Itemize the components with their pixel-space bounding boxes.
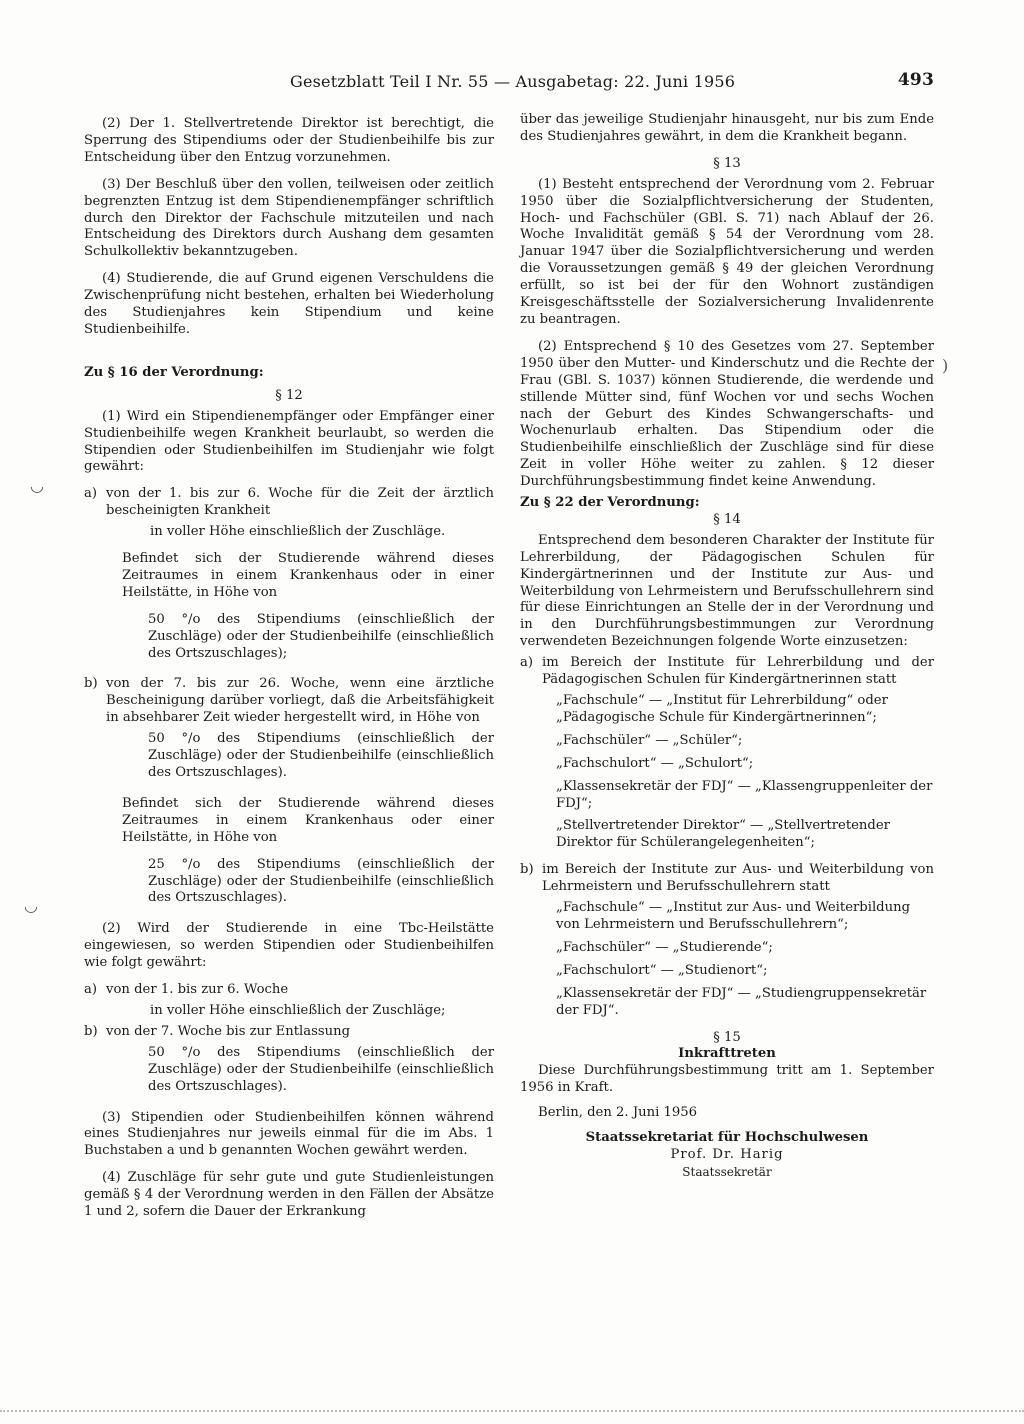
list-text: von der 1. bis zur 6. Woche für die Zeit der ärztlich bescheinigten Krankheit	[106, 486, 494, 519]
indented-text: Befindet sich der Studierende während dieses Zeitraumes in einem Krankenhaus oder in einer Heilstätte, in Höhe von	[122, 551, 494, 600]
list-item	[84, 982, 494, 999]
paragraph: (4) Zuschläge für sehr gute und gute Studienleistungen gemäß § 4 der Verordnung werden in den Fällen der Absätze 1 und 2, sofern die Dauer der Erkrankung	[84, 1170, 494, 1220]
replacement-entry: „Fachschüler“ — „Schüler“;	[556, 732, 743, 748]
list-item	[84, 1024, 494, 1041]
paragraph: (1) Besteht entsprechend der Verordnung vom 2. Februar 1950 über die Sozialpflichtversicherung der Studenten, Hoch- und Fachschüler (GBl. S. 71) nach Ablauf der 26. Woche Invalidität gemäß § 54 der Verordnung vom 28. Januar 1947 über die Sozialpflichtversicherung und werden die Voraussetzungen gemäß § 49 der gleichen Verordnung erfüllt, so ist bei der für den Wohnort zuständigen Kreisgeschäftsstelle der Sozialversicherung Invalidenrente zu beantragen.	[520, 176, 934, 327]
paragraph: (2) Entsprechend § 10 des Gesetzes vom 27. September 1950 über den Mutter- und Kinderschutz und die Rechte der Frau (GBl. S. 1037) können Studierende, die werdende und stillende Mütter sind, fünf Wochen vor und sechs Wochen nach der Geburt des Kindes Schwangerschafts- und Wochenurlaub erhalten. Das Stipendium oder die Studienbeihilfe einschließlich der Zuschläge sind für diese Zeit in voller Höhe weiter zu zahlen. § 12 dieser Durchführungsbestimmung findet keine Anwendung.	[520, 338, 934, 490]
list-item	[520, 655, 934, 689]
replacement-entry: „Fachschule“ — „Institut zur Aus- und Weiterbildung von Lehrmeistern und Berufsschullehrern“;	[556, 900, 911, 932]
replacement-entry: „Stellvertretender Direktor“ — „Stellvertretender Direktor für Schülerangelegenheiten“;	[556, 818, 890, 851]
paragraph: (2) Der 1. Stellvertretende Direktor ist berechtigt, die Sperrung des Stipendiums oder der Studienbeihilfe bis zur Entscheidung über den Entzug vorzunehmen.	[84, 116, 494, 165]
right-column	[520, 112, 934, 1181]
paragraph-number: § 12	[275, 387, 303, 403]
indented-text: in voller Höhe einschließlich der Zuschläge;	[150, 1002, 446, 1018]
list-text: im Bereich der Institute für Lehrerbildung und der Pädagogischen Schulen für Kindergärtnerinnen statt	[542, 655, 934, 688]
paragraph: Diese Durchführungsbestimmung tritt am 1. September 1956 in Kraft.	[520, 1063, 934, 1096]
paragraph-number: § 14	[713, 511, 741, 527]
list-label: a)	[84, 486, 98, 502]
list-label: b)	[84, 676, 98, 692]
section-heading: Zu § 16 der Verordnung:	[84, 364, 264, 380]
replacement-entry: „Fachschule“ — „Institut für Lehrerbildung“ oder „Pädagogische Schule für Kindergärtnerinnen“;	[556, 693, 888, 725]
paragraph: (2) Wird der Studierende in eine Tbc-Heilstätte eingewiesen, so werden Stipendien oder Studienbeihilfen wie folgt gewährt:	[84, 921, 494, 971]
paragraph: über das jeweilige Studienjahr hinausgeht, nur bis zum Ende des Studienjahres gewährt, in dem die Krankheit begann.	[520, 112, 934, 144]
list-label: b)	[520, 862, 534, 878]
margin-mark: ◡	[24, 896, 38, 915]
indented-text: 50 °/o des Stipendiums (einschließlich der Zuschläge) oder der Studienbeihilfe (einschließlich des Ortszuschlages);	[148, 611, 494, 661]
indented-text: Befindet sich der Studierende während dieses Zeitraumes in einem Krankenhaus oder einer Heilstätte, in Höhe von	[122, 795, 494, 845]
header-title: Gesetzblatt Teil I Nr. 55 — Ausgabetag: 22. Juni 1956	[290, 72, 736, 91]
scan-edge	[0, 1410, 1024, 1416]
section-title: Inkrafttreten	[678, 1046, 776, 1062]
replacement-entry: „Fachschulort“ — „Schulort“;	[556, 755, 754, 771]
indented-text: 25 °/o des Stipendiums (einschließlich der Zuschläge) oder der Studienbeihilfe (einschließlich des Ortszuschlages).	[148, 856, 494, 906]
list-item	[520, 862, 934, 896]
date-line: Berlin, den 2. Juni 1956	[538, 1105, 698, 1121]
paragraph: Entsprechend dem besonderen Charakter der Institute für Lehrerbildung, der Pädagogischen Schulen für Kindergärtnerinnen und der Institute zur Aus- und Weiterbildung von Lehrmeistern und Berufsschullehrern sind für diese Einrichtungen an Stelle der in der Verordnung und in den Durchführungsbestimmungen zur Verordnung verwendeten Bezeichnungen folgende Worte einzusetzen:	[520, 532, 934, 650]
paragraph: (3) Stipendien oder Studienbeihilfen können während eines Studienjahres nur jeweils einmal für die im Abs. 1 Buchstaben a und b genannten Wochen gewährt werden.	[84, 1109, 494, 1159]
paragraph-number: § 13	[713, 155, 741, 171]
section-heading: Zu § 22 der Verordnung:	[520, 495, 700, 511]
paragraph: (4) Studierende, die auf Grund eigenen Verschuldens die Zwischenprüfung nicht bestehen, erhalten bei Wiederholung des Studienjahres kein Stipendium und keine Studienbeihilfe.	[84, 271, 494, 337]
page-number: 493	[897, 70, 934, 90]
replacement-entry: „Klassensekretär der FDJ“ — „Studiengruppensekretär der FDJ“.	[556, 985, 927, 1018]
replacement-entry: „Fachschüler“ — „Studierende“;	[556, 939, 773, 955]
replacement-entry: „Klassensekretär der FDJ“ — „Klassengruppenleiter der FDJ“;	[556, 778, 933, 811]
list-label: b)	[84, 1023, 98, 1039]
margin-mark: )	[942, 356, 949, 375]
indented-text: 50 °/o des Stipendiums (einschließlich der Zuschläge) oder der Studienbeihilfe (einschließlich des Ortszuschlages).	[148, 731, 494, 780]
margin-mark: ◡	[30, 476, 44, 495]
replacement-entry: „Fachschulort“ — „Studienort“;	[556, 962, 768, 978]
list-item	[84, 486, 494, 520]
paragraph: (1) Wird ein Stipendienempfänger oder Empfänger einer Studienbeihilfe wegen Krankheit beurlaubt, so werden die Stipendien oder Studienbeihilfen im Studienjahr wie folgt gewährt:	[84, 408, 494, 475]
paragraph: (3) Der Beschluß über den vollen, teilweisen oder zeitlich begrenzten Entzug ist dem Stipendienempfänger schriftlich durch den Direktor der Fachschule mitzuteilen und nach Entscheidung des Direktors durch Aushang dem gesamten Schulkollektiv bekanntzugeben.	[84, 176, 494, 260]
list-text: im Bereich der Institute zur Aus- und Weiterbildung von Lehrmeistern und Berufsschullehrern statt	[542, 862, 934, 895]
signer-name: Prof. Dr. Harig	[670, 1146, 784, 1162]
list-label: a)	[84, 982, 98, 998]
list-text: von der 7. bis zur 26. Woche, wenn eine ärztliche Bescheinigung darüber vorliegt, daß die Arbeitsfähigkeit in absehbarer Zeit wieder hergestellt wird, in Höhe von	[106, 676, 494, 726]
list-item	[84, 676, 494, 727]
signer-role: Staatssekretär	[682, 1164, 772, 1179]
list-text: von der 7. Woche bis zur Entlassung	[106, 1023, 351, 1039]
indented-text: 50 °/o des Stipendiums (einschließlich der Zuschläge) oder der Studienbeihilfe (einschließlich des Ortszuschlages).	[148, 1044, 494, 1094]
left-column	[84, 116, 494, 1231]
indented-text: in voller Höhe einschließlich der Zuschläge.	[150, 524, 446, 540]
list-label: a)	[520, 655, 534, 671]
list-text: von der 1. bis zur 6. Woche	[106, 982, 289, 998]
paragraph-number: § 15	[713, 1029, 741, 1045]
issuing-authority: Staatssekretariat für Hochschulwesen	[585, 1130, 869, 1146]
